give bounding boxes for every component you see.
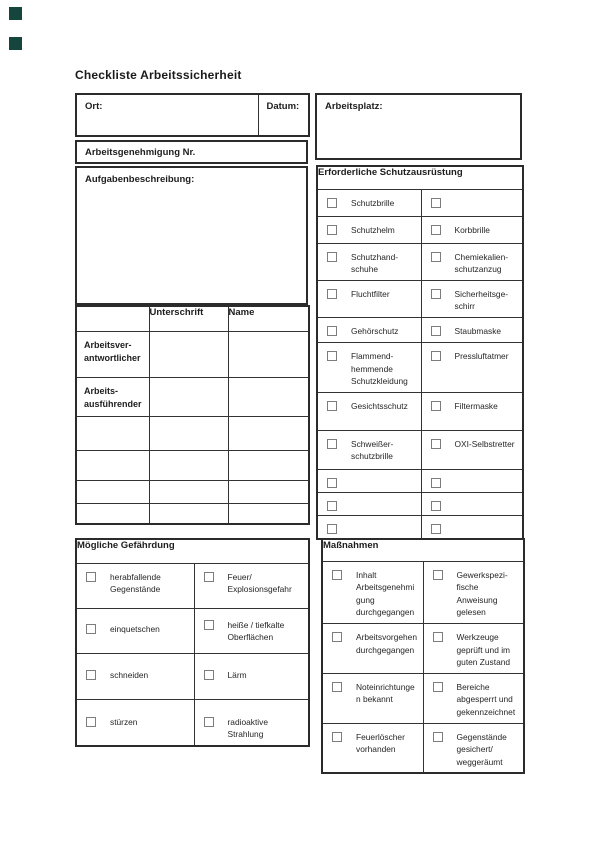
column-header-name: Name	[228, 306, 309, 331]
column-header-unterschrift: Unterschrift	[149, 306, 228, 331]
table-row	[317, 189, 523, 216]
measure-item-label: Gegenstände gesichert/ weggeräumt	[456, 731, 507, 767]
checkbox[interactable]	[204, 620, 214, 630]
checkbox[interactable]	[431, 351, 441, 361]
checkbox[interactable]	[332, 682, 342, 692]
equipment-title: Erforderliche Schutzausrüstung	[317, 166, 523, 189]
checkbox[interactable]	[431, 401, 441, 411]
hazard-item-label: heiße / tiefkalte Oberflächen	[227, 619, 285, 643]
signature-header-row	[76, 306, 309, 331]
hazard-item-label: herabfallende Gegenstände	[110, 571, 161, 595]
name-field[interactable]	[228, 416, 309, 450]
equipment-item-label: Schutzhand-schuhe	[351, 251, 399, 275]
signature-row-label	[77, 417, 149, 428]
table-row	[322, 723, 524, 773]
genehmigung-field[interactable]	[75, 140, 308, 164]
measure-item-label: Werkzeuge geprüft und im guten Zustand	[456, 631, 511, 668]
measure-item-label: Bereiche abgesperrt und gekennzeichnet	[456, 681, 516, 717]
signature-row-label	[77, 504, 149, 515]
table-row	[76, 503, 309, 524]
table-row	[317, 216, 523, 243]
checkbox[interactable]	[327, 351, 337, 361]
checkbox[interactable]	[332, 632, 342, 642]
corner-marker-bottom-icon	[9, 37, 22, 50]
table-row	[317, 392, 523, 430]
ort-datum-table	[75, 93, 310, 137]
checkbox[interactable]	[86, 670, 96, 680]
equipment-item-label: Sicherheitsge-schirr	[454, 288, 509, 312]
table-row	[322, 561, 524, 623]
equipment-item-label: Korbbrille	[454, 224, 490, 235]
measures-table	[321, 538, 525, 774]
equipment-item-label: Schweißer-schutzbrille	[351, 438, 394, 462]
checkbox[interactable]	[204, 670, 214, 680]
checkbox[interactable]	[327, 225, 337, 235]
checkbox[interactable]	[433, 632, 443, 642]
table-row	[317, 317, 523, 342]
unterschrift-field[interactable]	[149, 377, 228, 416]
table-row	[76, 480, 309, 503]
checkbox[interactable]	[327, 198, 337, 208]
measures-title: Maßnahmen	[322, 539, 524, 561]
checkbox[interactable]	[327, 326, 337, 336]
table-row	[76, 450, 309, 480]
checkbox[interactable]	[327, 501, 337, 511]
checkbox[interactable]	[86, 572, 96, 582]
checkbox[interactable]	[431, 326, 441, 336]
checkbox[interactable]	[204, 717, 214, 727]
checkbox[interactable]	[332, 570, 342, 580]
arbeitsplatz-label: Arbeitsplatz:	[325, 101, 383, 112]
unterschrift-field[interactable]	[149, 503, 228, 524]
checkbox[interactable]	[327, 524, 337, 534]
table-row	[76, 331, 309, 377]
signature-corner-cell	[76, 306, 149, 331]
hazard-item-label: einquetschen	[110, 623, 160, 634]
checkbox[interactable]	[431, 289, 441, 299]
table-row	[317, 492, 523, 515]
equipment-item-label: Gehörschutz	[351, 325, 399, 336]
datum-field[interactable]	[258, 94, 309, 136]
signature-row-label	[77, 451, 149, 462]
checkbox[interactable]	[332, 732, 342, 742]
checkbox[interactable]	[431, 478, 441, 488]
table-row	[76, 608, 309, 653]
unterschrift-field[interactable]	[149, 480, 228, 503]
equipment-item-label: Pressluftatmer	[454, 350, 509, 361]
equipment-item-label: Filtermaske	[454, 400, 498, 411]
measure-item-label: Inhalt Arbeitsgenehmigung durchgegangen	[356, 569, 415, 618]
table-row	[322, 673, 524, 723]
genehmigung-label: Arbeitsgenehmigung Nr.	[85, 147, 196, 158]
checkbox[interactable]	[327, 401, 337, 411]
measure-item-label: Gewerkspezi-fische Anweisung gelesen	[456, 569, 508, 618]
table-row	[76, 563, 309, 608]
equipment-table	[316, 165, 524, 540]
checkbox[interactable]	[433, 732, 443, 742]
table-row	[76, 699, 309, 746]
equipment-item-label: Staubmaske	[454, 325, 502, 336]
table-row	[76, 653, 309, 699]
table-row	[317, 469, 523, 492]
checkbox[interactable]	[327, 439, 337, 449]
measure-item-label: Noteinrichtungen bekannt	[356, 681, 415, 705]
name-field[interactable]	[228, 377, 309, 416]
table-row	[76, 416, 309, 450]
hazard-item-label: Lärm	[227, 669, 247, 680]
equipment-item-label: Schutzhelm	[351, 224, 395, 235]
measure-item-label: Feuerlöscher vorhanden	[356, 731, 405, 755]
arbeitsplatz-field[interactable]	[315, 93, 522, 160]
table-row	[317, 515, 523, 539]
hazard-item-label: schneiden	[110, 669, 149, 680]
checkbox[interactable]	[431, 198, 441, 208]
checkbox[interactable]	[431, 524, 441, 534]
measure-item-label: Arbeitsvorgehen durchgegangen	[356, 631, 417, 655]
hazard-item-label: stürzen	[110, 716, 138, 727]
equipment-item-label: Schutzbrille	[351, 197, 395, 208]
checkbox[interactable]	[433, 682, 443, 692]
checkbox[interactable]	[433, 570, 443, 580]
ort-field[interactable]	[76, 94, 258, 136]
unterschrift-field[interactable]	[149, 416, 228, 450]
hazards-title: Mögliche Gefährdung	[76, 539, 309, 563]
datum-label: Datum:	[266, 101, 300, 112]
equipment-item-label: Gesichtsschutz	[351, 400, 408, 411]
name-field[interactable]	[228, 331, 309, 377]
hazard-item-label: Feuer/ Explosionsgefahr	[227, 571, 292, 595]
signature-row-label: Arbeits-ausführender	[84, 385, 142, 409]
checkbox[interactable]	[431, 252, 441, 262]
checkbox[interactable]	[86, 717, 96, 727]
equipment-item-label: Fluchtfilter	[351, 288, 390, 299]
page-title: Checkliste Arbeitssicherheit	[75, 68, 242, 82]
aufgaben-label: Aufgabenbeschreibung:	[85, 174, 195, 185]
aufgaben-field[interactable]	[75, 166, 308, 305]
equipment-item-label: Flammend-hemmende Schutzkleidung	[351, 350, 408, 387]
table-row	[76, 377, 309, 416]
table-row	[317, 430, 523, 469]
equipment-item-label: Chemiekalien-schutzanzug	[454, 251, 509, 275]
checkbox[interactable]	[431, 225, 441, 235]
checkbox[interactable]	[431, 501, 441, 511]
table-row	[317, 342, 523, 392]
name-field[interactable]	[228, 503, 309, 524]
name-field[interactable]	[228, 480, 309, 503]
name-field[interactable]	[228, 450, 309, 480]
checkbox[interactable]	[86, 624, 96, 634]
equipment-item-label: OXI-Selbstretter	[454, 438, 515, 449]
table-row	[322, 623, 524, 673]
checkbox[interactable]	[204, 572, 214, 582]
signature-row-label: Arbeitsver-antwortlicher	[84, 339, 141, 363]
signature-table	[75, 305, 310, 525]
corner-marker-top-icon	[9, 7, 22, 20]
signature-row-label	[77, 481, 149, 492]
checkbox[interactable]	[431, 439, 441, 449]
hazards-table	[75, 538, 310, 747]
table-row	[317, 280, 523, 317]
unterschrift-field[interactable]	[149, 331, 228, 377]
checkbox[interactable]	[327, 252, 337, 262]
table-row	[317, 243, 523, 280]
unterschrift-field[interactable]	[149, 450, 228, 480]
checkbox[interactable]	[327, 289, 337, 299]
checkbox[interactable]	[327, 478, 337, 488]
ort-label: Ort:	[85, 101, 103, 112]
hazard-item-label: radioaktive Strahlung	[227, 716, 269, 740]
